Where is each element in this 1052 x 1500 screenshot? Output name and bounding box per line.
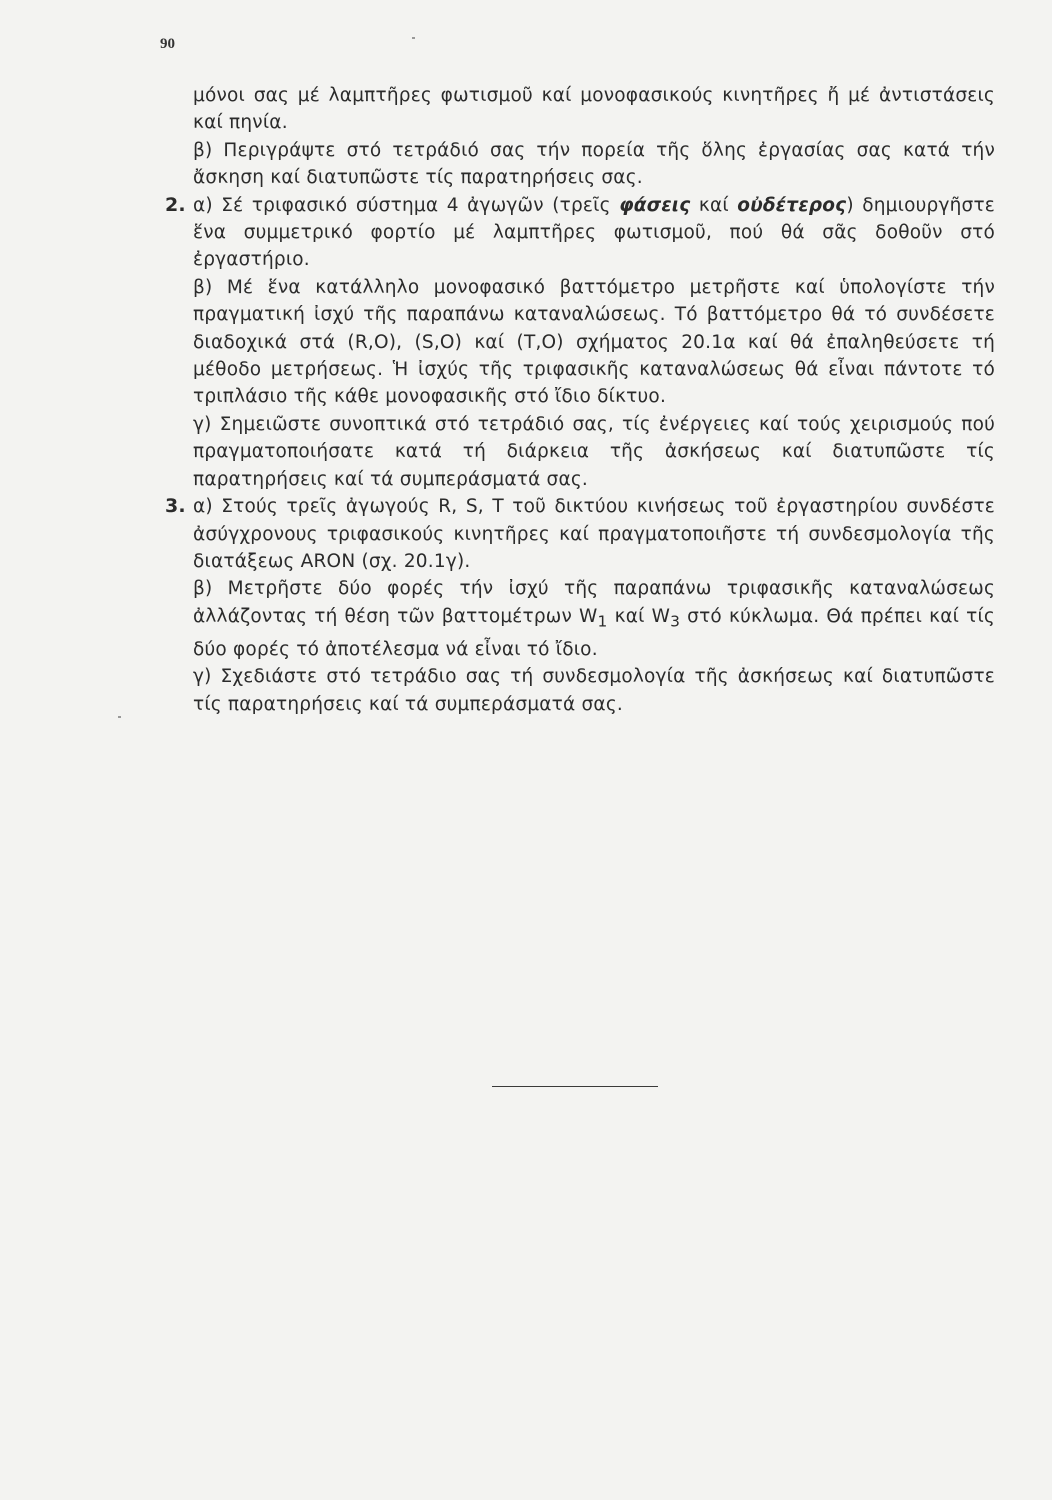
- scan-speck: [412, 37, 415, 39]
- page-body: [160, 82, 995, 718]
- paragraph-item3-a: [160, 493, 995, 575]
- paragraph-item3-c: γ) Σχεδιάστε στό τετράδιο σας τή συνδεσμολογία τῆς ἀσκήσεως καί διατυπῶστε τίς παρατηρήσεις καί τά συμπεράσματά σας.: [193, 666, 995, 715]
- item2-a-emphasis-neutral: οὐδέτερος: [737, 194, 847, 216]
- wattmeter-subscript-3: 3: [670, 612, 681, 631]
- wattmeter-subscript-1: 1: [597, 612, 608, 631]
- item-number-2: 2.: [165, 193, 186, 216]
- item2-a-text-after: ) δημιουργῆστε ἕνα συμμετρικό φορτίο μέ λαμπτῆρες φωτισμοῦ, πού θά σᾶς δοθοῦν στό ἐργαστήριο.: [193, 194, 996, 271]
- item3-b-text-middle: καί W: [607, 605, 671, 627]
- item-number-3: 3.: [165, 495, 186, 518]
- item2-a-text-before: α) Σέ τριφασικό σύστημα 4 ἀγωγῶν (τρεῖς: [193, 194, 620, 216]
- section-divider-line: [492, 1086, 658, 1087]
- item3-a-text: α) Στούς τρεῖς ἀγωγούς R, S, T τοῦ δικτύου κινήσεως τοῦ ἐργαστηρίου συνδέστε ἀσύγχρονους τριφασικούς κινητῆρες καί πραγματοποιῆστε τή συνδεσμολογία τῆς διατάξεως ARON (σχ. 20.1γ).: [193, 496, 995, 572]
- paragraph-item2-c: γ) Σημειῶστε συνοπτικά στό τετράδιό σας, τίς ἐνέργειες καί τούς χειρισμούς πού πραγματοποιήσατε κατά τή διάρκεια τῆς ἀσκήσεως καί διατυπῶστε τίς παρατηρήσεις καί τά συμπεράσματά σας.: [193, 413, 995, 490]
- item2-a-emphasis-phases: φάσεις: [619, 194, 691, 216]
- paragraph-item2-a: [160, 192, 995, 274]
- page-number: 90: [160, 36, 175, 52]
- item3-b-text-before: β) Μετρῆστε δύο φορές τήν ἰσχύ τῆς παραπάνω τριφασικῆς καταναλώσεως ἀλλάζοντας τή θέση τῶν βαττομέτρων W: [193, 578, 995, 627]
- paragraph-item1-b: β) Περιγράψτε στό τετράδιό σας τήν πορεία τῆς ὅλης ἐργασίας σας κατά τήν ἄσκηση καί διατυπῶστε τίς παρατηρήσεις σας.: [193, 139, 995, 189]
- paragraph-item2-b: β) Μέ ἕνα κατάλληλο μονοφασικό βαττόμετρο μετρῆστε καί ὑπολογίστε τήν πραγματική ἰσχύ τῆς παραπάνω καταναλώσεως. Τό βαττόμετρο θά τό συνδέσετε διαδοχικά στά (R,O), (S,O) καί (T,O) σχήματος 20.1α καί θά ἐπαληθεύσετε τή μέθοδο μετρήσεως. Ἡ ἰσχύς τῆς τριφασικῆς καταναλώσεως θά εἶναι πάντοτε τό τριπλάσιο τῆς κάθε μονοφασικῆς στό ἴδιο δίκτυο.: [193, 276, 995, 408]
- paragraph-continued-text: μόνοι σας μέ λαμπτῆρες φωτισμοῦ καί μονοφασικούς κινητῆρες ἤ μέ ἀντιστάσεις καί πηνία.: [193, 85, 995, 134]
- item2-a-text-middle: καί: [690, 194, 738, 216]
- scan-speck: [118, 716, 121, 718]
- item3-b-text-after: στό κύκλωμα. Θά πρέπει καί τίς δύο φορές τό ἀποτέλεσμα νά εἶναι τό ἴδιο.: [193, 605, 995, 660]
- paragraph-item3-b: [160, 575, 995, 663]
